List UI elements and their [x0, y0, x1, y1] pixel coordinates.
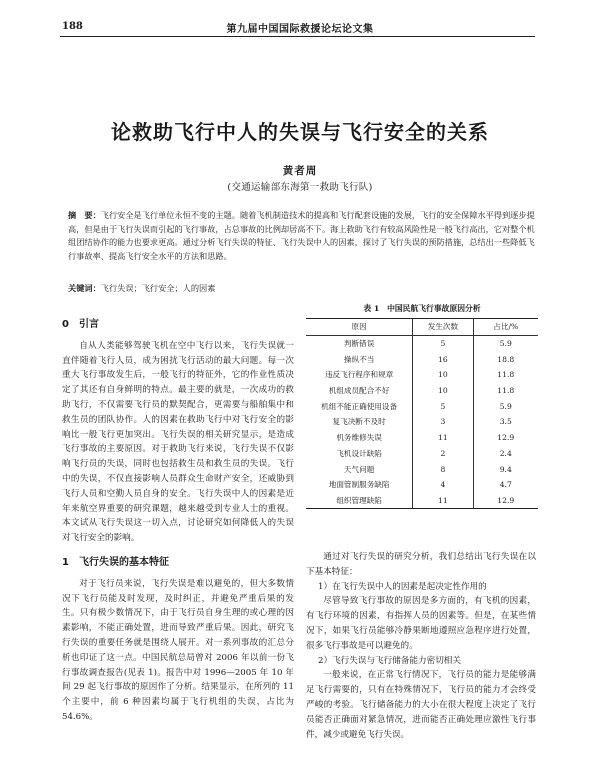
- table-cell-count: 5: [413, 335, 473, 351]
- table-caption: 表 1 中国民航飞行事故原因分析: [363, 304, 481, 313]
- affiliation: (交通运输部东海第一救助飞行队): [227, 182, 373, 193]
- feature-2-text: 一般来说，在正常飞行情况下，飞行员的能力是能够满足飞行需要的，只有在特殊情况下，飞行员的能力才会终受严峻的考验。飞行储备能力的大小在很大程度上决定了飞行员能否正确面对紧急情况，进而能否正确处理应激性飞行事件，减少或避免飞行失误。: [306, 670, 536, 740]
- table-row: [306, 446, 538, 462]
- table-cell-count: 2: [413, 446, 473, 462]
- table-cell-cause: 天气问题: [306, 461, 413, 477]
- table-cell-count: 16: [413, 351, 473, 367]
- table-cell-cause: 机组不能正确使用设备: [306, 398, 413, 414]
- feature-1-text: 尽管导致飞行事故的原因是多方面的，有飞机的因素，有飞行环境的因素，有指挥人员的因素等。但是，在某些情况下，如果飞行员能够冷静果断地遵照应急程序进行处置，很多飞行事故是可以避免的。: [306, 596, 536, 651]
- intro-paragraph: 自从人类能够驾驶飞机在空中飞行以来，飞行失误就一直伴随着飞行人员，成为困扰飞行活动的最大问题。每一次重大飞行事故发生后，一般飞行的特征外，它的作业性质决定了其还有自身鲜明的特点。最主要的就是，一次成功的救助飞行，不仅需要飞行员的默契配合，更需要与船舶集中和救生员的团队协作。人的因素在救助飞行中对飞行安全的影响比一般飞行更加突出。飞行失误的相关研究显示，是造成飞行事故的主要原因。对于救助飞行来说，飞行失误不仅影响飞行员的失误，同时也包括救生员和救生员的失误。飞行中的失误，不仅直接影响人员群众生命财产安全，还威胁到飞行人员和空勤人员自身的安全。飞行失误中人的因素是近年来航空界重要的研究课题，越来越受到专业人士的重视。本文试从飞行失误这一切入点，讨论研究如何降低人的失误对飞行安全的影响。: [62, 340, 294, 544]
- table-row: [306, 461, 538, 477]
- table-cell-percent: 11.8: [473, 383, 538, 399]
- keywords-label: 关键词：: [68, 283, 101, 293]
- table-row: [306, 351, 538, 367]
- table-row: [306, 383, 538, 399]
- table-cell-count: 10: [413, 383, 473, 399]
- table-cell-cause: 判断错误: [306, 335, 413, 351]
- table-header-cell: 占比/%: [473, 319, 538, 336]
- table-cell-percent: 18.8: [473, 351, 538, 367]
- table-row: [306, 477, 538, 493]
- table-cell-cause: 飞机设计缺陷: [306, 446, 413, 462]
- table-cell-percent: 4.7: [473, 477, 538, 493]
- table-cell-cause: 组织管理缺陷: [306, 493, 413, 509]
- author: 黄者周: [282, 165, 318, 177]
- table-cell-cause: 违反飞行程序和规章: [306, 367, 413, 383]
- table-row: [306, 398, 538, 414]
- table-cell-count: 5: [413, 398, 473, 414]
- table-cell-cause: 复飞决断不及时: [306, 414, 413, 430]
- table-cell-percent: 3.5: [473, 414, 538, 430]
- paper-title: 论救助飞行中人的失误与飞行安全的关系: [111, 120, 489, 144]
- running-head: 第九届中国国际救援论坛论文集: [226, 24, 374, 35]
- table-cell-count: 4: [413, 477, 473, 493]
- abstract: [68, 209, 538, 263]
- table-cell-count: 3: [413, 414, 473, 430]
- table-cell-cause: 机组成员配合不好: [306, 383, 413, 399]
- table-row: [306, 430, 538, 446]
- feature-1-title: 1）在飞行失误中人的因素是起决定性作用的: [318, 581, 487, 592]
- table-cell-cause: 机务维修失误: [306, 430, 413, 446]
- table-cell-percent: 5.9: [473, 335, 538, 351]
- table-cell-percent: 12.9: [473, 430, 538, 446]
- keywords-text: 飞行失误；飞行安全；人的因素: [100, 283, 216, 293]
- right-column: [306, 550, 536, 742]
- page-number: 188: [62, 21, 83, 32]
- table-cell-percent: 2.4: [473, 446, 538, 462]
- abstract-text: 飞行安全是飞行单位永恒不变的主题。随着飞机制造技术的提高和飞行配套设施的发展，飞行的安全保障水平得到逐步提高，但是由于飞行失误而引起的飞行事故，占总事故的比例却居高不下。海上救助飞行有较高风险性是一般飞行高出，它对整个机组团结协作的能力也要求更高。通过分析飞行失误的特征、飞行失误中人的因素，探讨了飞行失误的预防措施，总结出一些降低飞行事故率、提高飞行安全水平的方法和思路。: [68, 210, 535, 261]
- header-rule: [60, 36, 535, 37]
- table-row: [306, 367, 538, 383]
- table-cell-count: 11: [413, 493, 473, 509]
- table-cell-cause: 地面管制服务缺陷: [306, 477, 413, 493]
- table-cell-percent: 5.9: [473, 398, 538, 414]
- abstract-label: 摘 要：: [68, 210, 101, 220]
- table-cell-count: 11: [413, 430, 473, 446]
- keywords: [68, 282, 538, 296]
- right-lead: 通过对飞行失误的研究分析，我们总结出飞行失误在以下基本特征：: [306, 552, 536, 577]
- table-cell-percent: 11.8: [473, 367, 538, 383]
- table-row: [306, 414, 538, 430]
- table-row: [306, 493, 538, 509]
- section1-heading: 1 飞行失误的基本特征: [62, 556, 169, 568]
- table-cell-count: 10: [413, 367, 473, 383]
- table-cell-percent: 12.9: [473, 493, 538, 509]
- table-header-row: [306, 319, 538, 336]
- section1-paragraph: 对于飞行员来说，飞行失误是难以避免的，但大多数情况下飞行员能及时发现，及时纠正，并避免严重后果的发生。只有极少数情况下，由于飞行员自身生理的或心理的因素影响，不能正确处置，进而导致严重后果。因此，研究飞行失误的重要任务就是围绕人展开。对一系列事故的汇总分析也印证了这一点。中国民航总局曾对 2006 年以前一份飞行事故调查报告(见表 1)。报告中对 1996—2005 年 10 年间 29 起飞行事故的原因作了分析。结果显示，在所列的 11 个主要中，前 6 种因素均属于飞行机组的失误，占比为 54.6%。: [62, 578, 294, 722]
- table-row: [306, 335, 538, 351]
- table-cell-cause: 操纵不当: [306, 351, 413, 367]
- intro-heading: 0 引言: [62, 319, 99, 330]
- table-cell-count: 8: [413, 461, 473, 477]
- section-gap: [62, 546, 294, 556]
- table-header-cell: 发生次数: [413, 319, 473, 336]
- cause-table: [306, 318, 538, 509]
- table-header-cell: 原因: [306, 319, 413, 336]
- table-cell-percent: 9.4: [473, 461, 538, 477]
- feature-2-title: 2）飞行失误与飞行储备能力密切相关: [318, 655, 461, 666]
- left-column: [62, 318, 294, 725]
